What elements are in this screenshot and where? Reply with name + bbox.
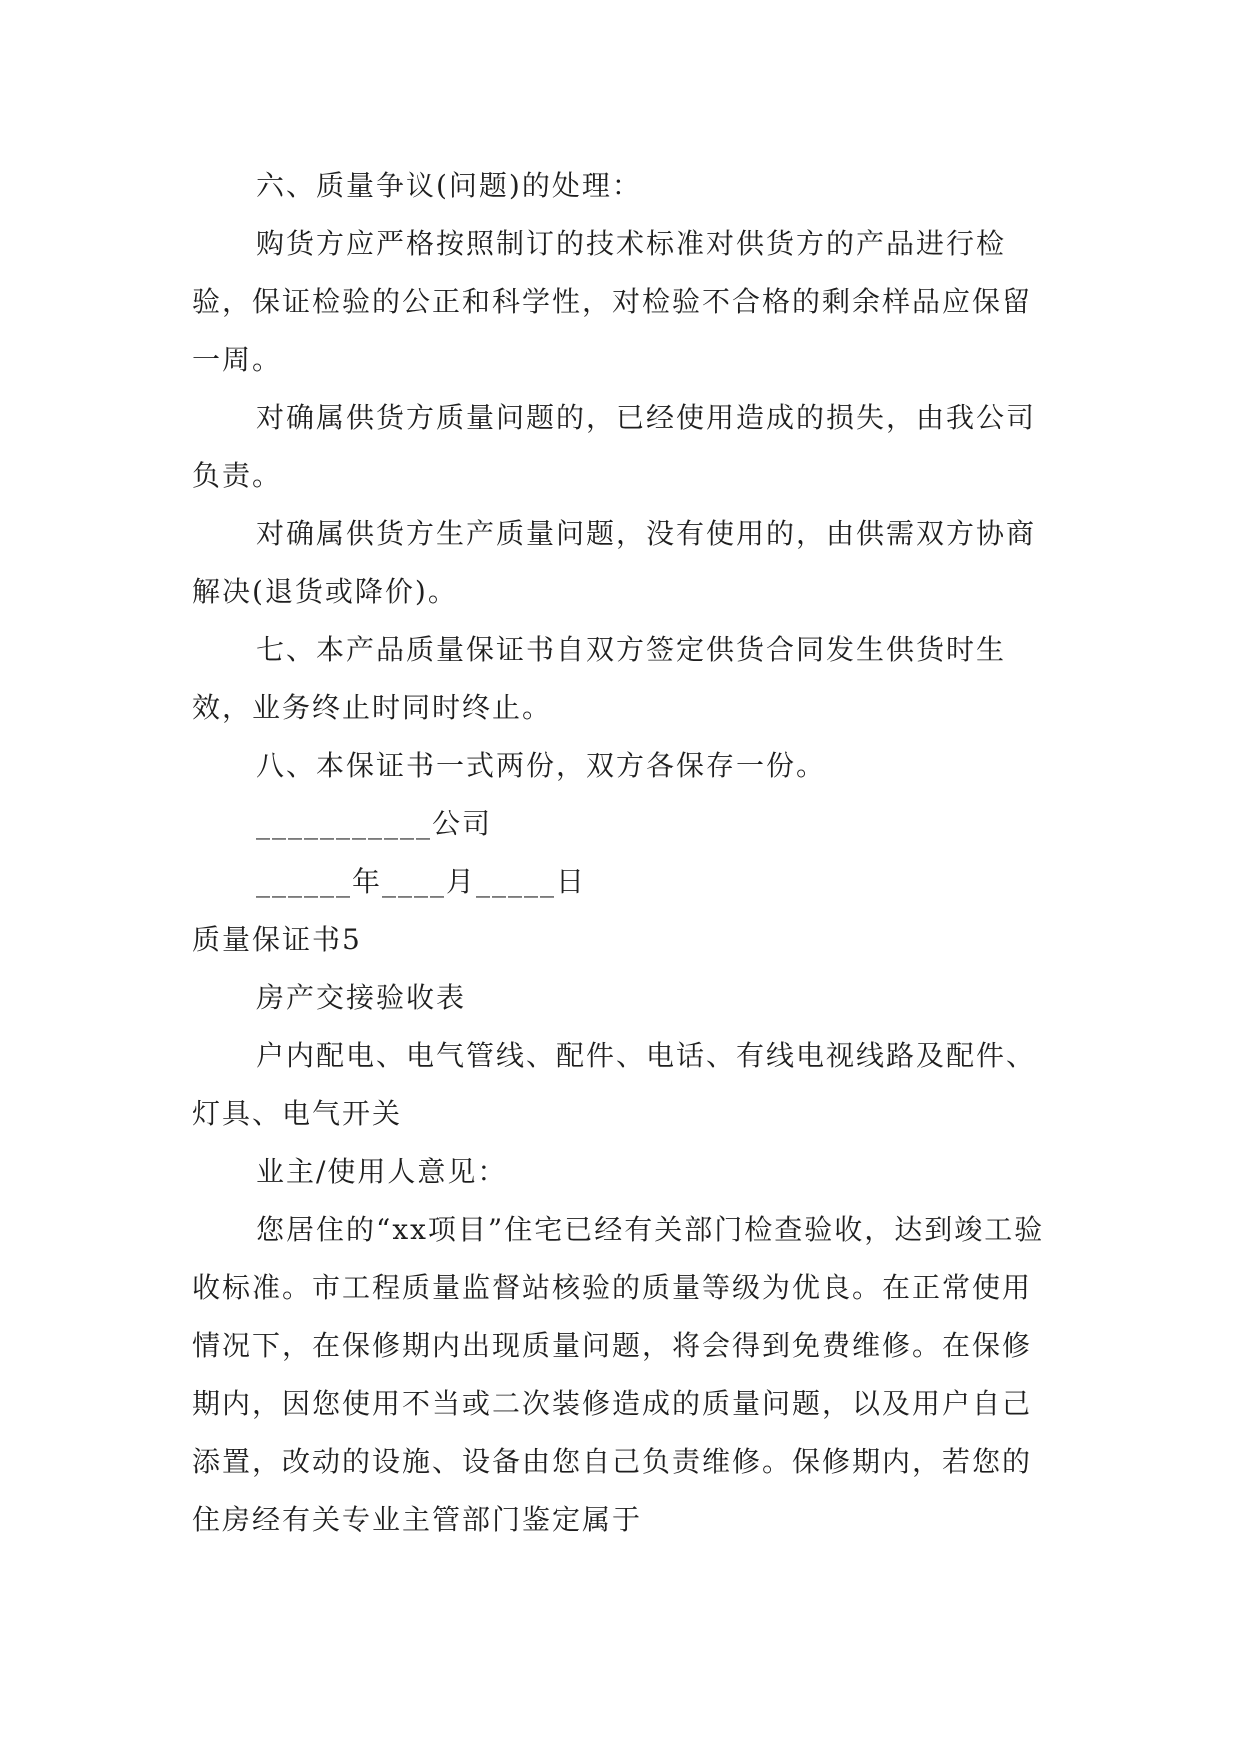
section-heading-7: 七、本产品质量保证书自双方签定供货合同发生供货时生效，业务终止时同时终止。: [192, 633, 1007, 724]
paragraph-warranty-notice: 您居住的“xx项目”住宅已经有关部门检查验收，达到竣工验收标准。市工程质量监督站核验的质量等级为优良。在正常使用情况下，在保修期内出现质量问题，将会得到免费维修。在保修期内，因您使用不当或二次装修造成的质量问题，以及用户自己添置，改动的设施、设备由您自己负责维修。保修期内，若您的住房经有关专业主管部门鉴定属于: [192, 1213, 1045, 1536]
form-title: 房产交接验收表: [256, 981, 467, 1014]
document-body: [192, 157, 1052, 1549]
document-title-5: 质量保证书5: [192, 923, 362, 956]
owner-opinion-label: 业主/使用人意见：: [256, 1155, 508, 1188]
section-heading-6: 六、质量争议(问题)的处理：: [256, 169, 642, 202]
paragraph-inspection: 购货方应严格按照制订的技术标准对供货方的产品进行检验，保证检验的公正和科学性，对检验不合格的剩余样品应保留一周。: [192, 227, 1033, 376]
paragraph-electrical-items: 户内配电、电气管线、配件、电话、有线电视线路及配件、灯具、电气开关: [192, 1039, 1037, 1130]
paragraph-used-loss: 对确属供货方质量问题的，已经使用造成的损失，由我公司负责。: [192, 401, 1037, 492]
section-heading-8: 八、本保证书一式两份，双方各保存一份。: [256, 749, 827, 782]
paragraph-unused: 对确属供货方生产质量问题，没有使用的，由供需双方协商解决(退货或降价)。: [192, 517, 1037, 608]
company-signature-line: ___________公司: [256, 807, 493, 840]
date-line: ______年____月_____日: [256, 865, 587, 898]
